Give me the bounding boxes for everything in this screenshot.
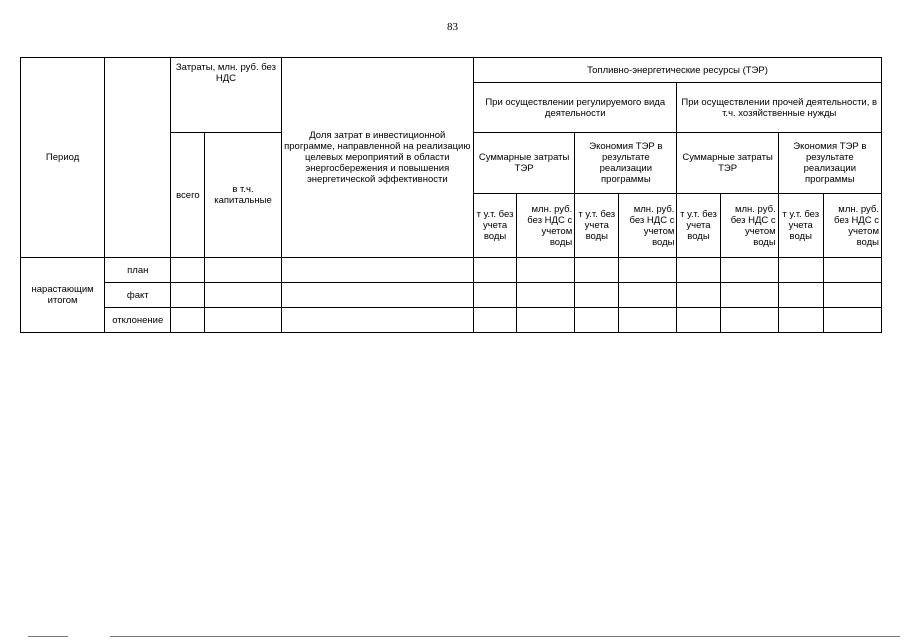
cell <box>575 308 619 333</box>
header-share: Доля затрат в инвестиционной программе, направленной на реализацию целевых мероприятий в области энергосбережения и повышения энергетической эффективности <box>281 58 473 258</box>
cell <box>171 283 205 308</box>
cell <box>677 258 720 283</box>
unit-rub-1: млн. руб. без НДС с учетом воды <box>517 194 575 258</box>
header-regulated-total-ter: Суммарные затраты ТЭР <box>474 133 575 194</box>
cell <box>205 308 281 333</box>
page-number: 83 <box>447 21 458 33</box>
cell <box>823 283 881 308</box>
header-costs: Затраты, млн. руб. без НДС <box>171 58 281 133</box>
unit-rub-2: млн. руб. без НДС с учетом воды <box>619 194 677 258</box>
header-regulated-economy-ter: Экономия ТЭР в результате реализации программы <box>575 133 677 194</box>
unit-tut-3: т у.т. без учета воды <box>677 194 720 258</box>
header-other-total-ter: Суммарные затраты ТЭР <box>677 133 778 194</box>
table-row-deviation <box>21 308 882 333</box>
cell <box>517 308 575 333</box>
row-label-fact: факт <box>105 283 171 308</box>
cell <box>171 308 205 333</box>
header-regulated: При осуществлении регулируемого вида деятельности <box>474 83 677 133</box>
cell <box>474 258 517 283</box>
cell <box>281 258 473 283</box>
cell <box>205 258 281 283</box>
header-other-economy-ter: Экономия ТЭР в результате реализации программы <box>778 133 881 194</box>
cell <box>171 258 205 283</box>
cell <box>823 258 881 283</box>
cell <box>677 308 720 333</box>
table-row-plan <box>21 258 882 283</box>
footer-rule-right <box>110 636 900 637</box>
row-label-deviation: отклонение <box>105 308 171 333</box>
table-row-fact <box>21 283 882 308</box>
cell <box>778 258 823 283</box>
header-ter: Топливно-энергетические ресурсы (ТЭР) <box>474 58 882 83</box>
cell <box>205 283 281 308</box>
unit-tut-2: т у.т. без учета воды <box>575 194 619 258</box>
cell <box>619 283 677 308</box>
cell <box>575 283 619 308</box>
unit-rub-3: млн. руб. без НДС с учетом воды <box>720 194 778 258</box>
cell <box>720 308 778 333</box>
header-other: При осуществлении прочей деятельности, в т.ч. хозяйственные нужды <box>677 83 882 133</box>
cell <box>823 308 881 333</box>
header-period: Период <box>21 58 105 258</box>
header-costs-capital: в т.ч. капитальные <box>205 133 281 258</box>
unit-tut-1: т у.т. без учета воды <box>474 194 517 258</box>
cell <box>281 308 473 333</box>
cell <box>575 258 619 283</box>
footer-rule-left <box>28 636 68 637</box>
cell <box>281 283 473 308</box>
unit-rub-4: млн. руб. без НДС с учетом воды <box>823 194 881 258</box>
unit-tut-4: т у.т. без учета воды <box>778 194 823 258</box>
cell <box>619 258 677 283</box>
row-label-plan: план <box>105 258 171 283</box>
row-label-cumulative: нарастающим итогом <box>21 258 105 333</box>
cell <box>778 283 823 308</box>
header-blank <box>105 58 171 258</box>
cell <box>474 308 517 333</box>
header-costs-total: всего <box>171 133 205 258</box>
cell <box>517 283 575 308</box>
cell <box>677 283 720 308</box>
cell <box>619 308 677 333</box>
cell <box>720 283 778 308</box>
energy-saving-table <box>20 57 882 333</box>
cell <box>517 258 575 283</box>
cell <box>474 283 517 308</box>
cell <box>720 258 778 283</box>
cell <box>778 308 823 333</box>
